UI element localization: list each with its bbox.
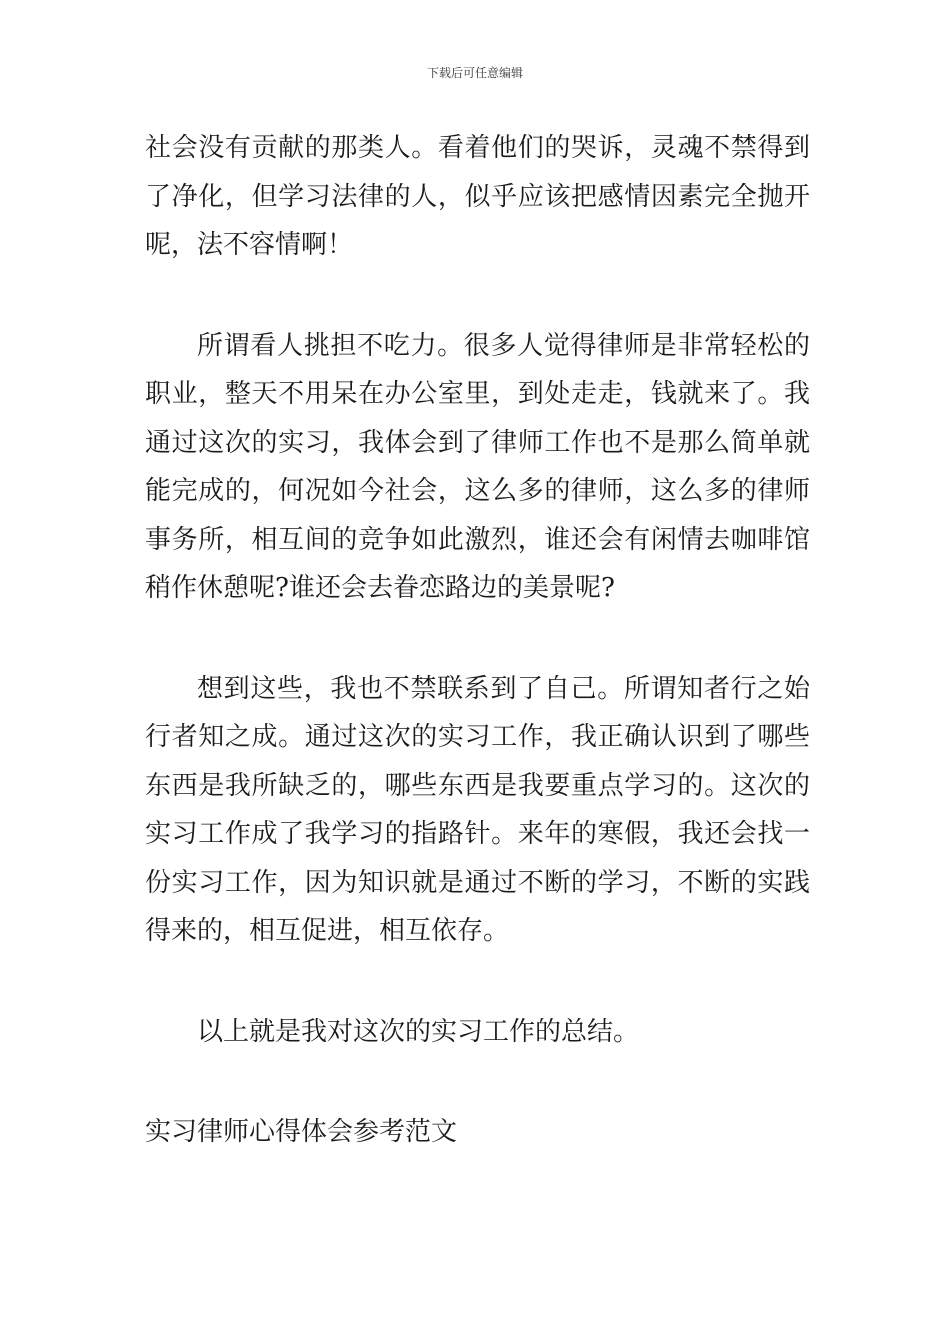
document-body [145, 124, 810, 1157]
paragraph-4: 以上就是我对这次的实习工作的总结。 [197, 1016, 640, 1047]
paragraph-3: 想到这些，我也不禁联系到了自己。所谓知者行之始行者知之成。通过这次的实习工作，我正确认识到了哪些东西是我所缺乏的，哪些东西是我要重点学习的。这次的实习工作成了我学习的指路针。来年的寒假，我还会找一份实习工作，因为知识就是通过不断的学习，不断的实践得来的，相互促进，相互依存。 [145, 673, 810, 946]
paragraph-2: 所谓看人挑担不吃力。很多人觉得律师是非常轻松的职业，整天不用呆在办公室里，到处走走，钱就来了。我通过这次的实习，我体会到了律师工作也不是那么简单就能完成的，何况如今社会，这么多的律师，这么多的律师事务所，相互间的竞争如此激烈，谁还会有闲情去咖啡馆稍作休憩呢?谁还会去眷恋路边的美景呢? [145, 330, 810, 603]
page-header: 下载后可任意编辑 [426, 66, 523, 80]
section-title: 实习律师心得体会参考范文 [145, 1117, 458, 1147]
paragraph-1: 社会没有贡献的那类人。看着他们的哭诉，灵魂不禁得到了净化，但学习法律的人，似乎应该把感情因素完全抛开呢，法不容情啊！ [145, 133, 810, 260]
